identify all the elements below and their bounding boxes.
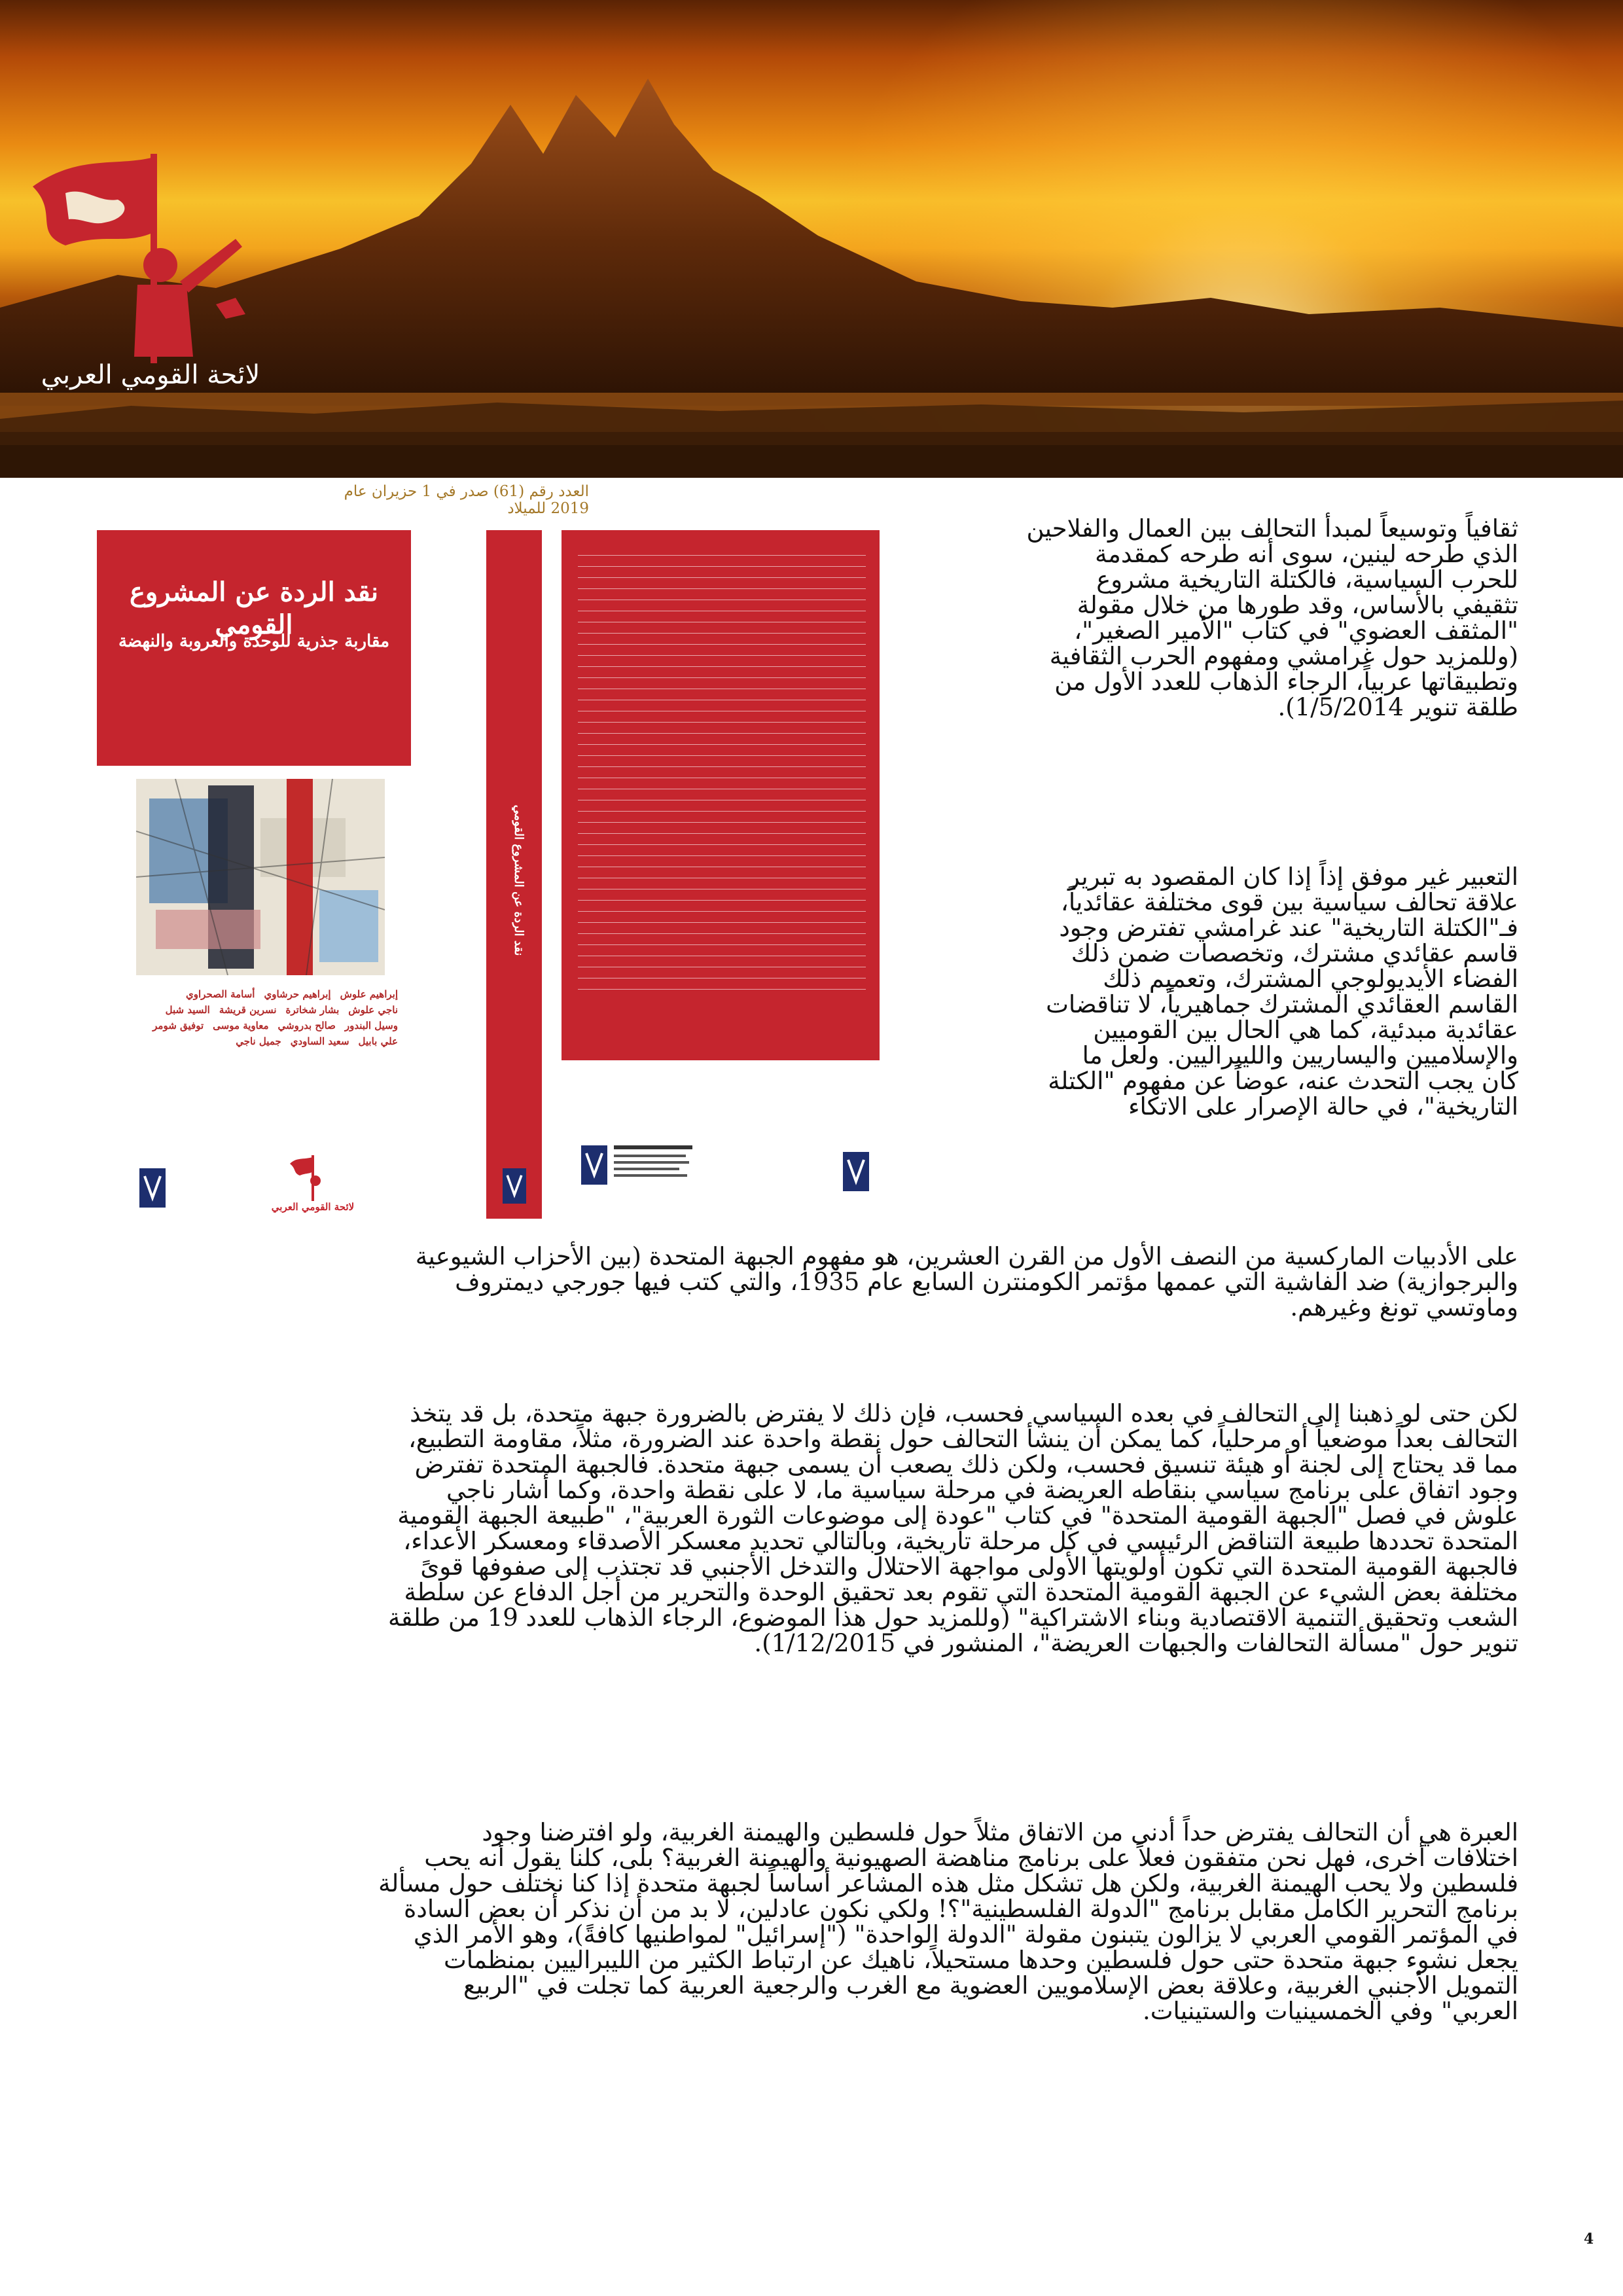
author: ناجي علوش xyxy=(348,1004,398,1016)
book-cover-image xyxy=(97,530,880,1219)
author: معاوية موسى xyxy=(213,1020,269,1031)
spine-title: نقد الردة عن المشروع القومي xyxy=(512,804,526,956)
book-subtitle: مقاربة جذرية للوحدة والعروبة والنهضة xyxy=(118,632,390,651)
author: صالح بدروشي xyxy=(277,1020,336,1031)
author: إبراهيم علوش xyxy=(340,988,398,1000)
author: علي بابيل xyxy=(358,1035,398,1047)
author: أسامة الصحراوي xyxy=(186,988,255,1000)
back-cover-text xyxy=(578,550,866,995)
article-paragraph: ثقافياً وتوسيعاً لمبدأ التحالف بين العمال والفلاحين الذي طرحه لينين، سوى أنه طرحه كمقدمة للحرب السياسية، فالكتلة التاريخية مشروع تثقيفي بالأساس، وقد طورها من خلال مقولة "المثقف العضوي" في كتاب "الأمير الصغير"، (وللمزيد حول غرامشي ومفهوم الحرب الثقافية وتطبيقاتها عربياً، الرجاء الذهاب للعدد الأول من طلقة تنوير 1/5/2014). xyxy=(1026,514,1518,721)
article-paragraph: على الأدبيات الماركسية من النصف الأول من القرن العشرين، هو مفهوم الجبهة المتحدة (بين الأحزاب الشيوعية والبرجوازية) ضد الفاشية التي عممها مؤتمر الكومنترن السابع عام 1935، والتي كتب فيها جورجي ديمتروف وماوتسي تونغ وغيرهم. xyxy=(415,1242,1518,1321)
article-paragraph: التعبير غير موفق إذاً إذا كان المقصود به تبرير علاقة تحالف سياسية بين قوى مختلفة عقائدياً، فـ"الكتلة التاريخية" عند غرامشي تفترض وجود قاسم عقائدي مشترك، وتخصصات ضمن ذلك الفضاء الأيديولوجي المشترك، وتعميم ذلك القاسم العقائدي المشترك جماهيرياً، لا تناقضات عقائدية مبدئية، كما هي الحال بين القوميين والإسلاميين واليساريين والليبراليين. ولعل ما كان يجب التحدث عنه، عوضاً عن مفهوم "الكتلة التاريخية"، في حالة الإصرار على الاتكاء xyxy=(1046,863,1518,1121)
publisher-barcode-image xyxy=(581,1139,699,1198)
author: جميل ناجي xyxy=(236,1035,281,1047)
author: السيد شبل xyxy=(165,1004,210,1016)
issue-line: العدد رقم (61) صدر في 1 حزيران عام 2019 للميلاد xyxy=(344,483,589,517)
book-title: نقد الردة عن المشروع القومي xyxy=(130,577,378,640)
spine-mark-icon xyxy=(503,1168,526,1204)
publisher-mark-icon xyxy=(139,1168,166,1208)
abstract-painting-image xyxy=(136,779,385,975)
author-list xyxy=(136,988,398,1047)
back-mark-icon xyxy=(843,1152,869,1191)
author: سعيد الساودي xyxy=(290,1035,349,1047)
author: بشار شخاترة xyxy=(285,1004,340,1016)
header-banner xyxy=(0,0,1623,478)
page-number: 4 xyxy=(1584,2231,1594,2248)
author: نسرين قريشة xyxy=(219,1004,277,1016)
article-paragraph: العبرة هي أن التحالف يفترض حداً أدنى من الاتفاق مثلاً حول فلسطين والهيمنة الغربية، ولو افترضنا وجود اختلافات أخرى، فهل نحن متفقون فعلاً على برنامج مناهضة الصهيونية والهيمنة الغربية؟ بلى، كلنا يقول أنه يحب فلسطين ولا يحب الهيمنة الغربية، ولكن هل تشكل مثل هذه المشاعر أساساً لجبهة متحدة إذا كنا نختلف حول مسألة برنامج التحرير الكامل مقابل برنامج "الدولة الفلسطينية"؟! ولكي نكون عادلين، لا بد من أن نذكر أن بعض السادة في المؤتمر القومي العربي لا يزالون يتبنون مقولة "الدولة الواحدة" ("إسرائيل" لمواطنيها كافةً)، وهو الأمر الذي يجعل نشوء جبهة متحدة حتى حول فلسطين وحدها مستحيلاً، ناهيك عن ارتباط الكثير من الليبراليين بمنظمات التمويل الأجنبي الغربية، وعلاقة بعض الإسلامويين العضوية مع الغرب والرجعية العربية كما تجلت في "الربيع العربي" وفي الخمسينيات والستينيات. xyxy=(378,1818,1518,2025)
publisher-logo-text: لائحة القومي العربي xyxy=(271,1201,355,1213)
publisher-logo-icon xyxy=(287,1152,339,1204)
article-paragraph: لكن حتى لو ذهبنا إلى التحالف في بعده السياسي فحسب، فإن ذلك لا يفترض بالضرورة جبهة متحدة، بل قد يتخذ التحالف بعداً موضعياً أو مرحلياً، كما يمكن أن ينشأ التحالف حول نقطة واحدة عند الضرورة، مثلاً، مقاومة التطبيع، مما قد يحتاج إلى لجنة أو هيئة تنسيق فحسب، ولكن ذلك يصعب أن يسمى جبهة متحدة. فالجبهة المتحدة تفترض وجود اتفاق على برنامج سياسي بنقاطه العريضة في مرحلة سياسية ما، لا على نقطة واحدة، وكما أشار ناجي علوش في فصل "الجبهة القومية المتحدة" في كتاب "عودة إلى موضوعات الثورة العربية"، "طبيعة الجبهة القومية المتحدة تحددها طبيعة التناقض الرئيسي في كل مرحلة تاريخية، وبالتالي تحديد معسكر الأصدقاء ومعسكر الأعداء، فالجبهة القومية المتحدة التي تكون أولويتها الأولى مواجهة الاحتلال والتدخل الأجنبي قد تجتذب إلى صفوفها قوىً مختلفة بعض الشيء عن الجبهة القومية المتحدة التي تقوم بعد تحقيق الوحدة والتحرير من أجل الدفاع عن سلطة الشعب وتحقيق التنمية الاقتصادية وبناء الاشتراكية" (وللمزيد حول هذا الموضوع، الرجاء الذهاب للعدد 19 من طلقة تنوير حول "مسألة التحالفات والجبهات العريضة"، المنشور في 1/12/2015). xyxy=(387,1399,1518,1657)
author: وسيل البندور xyxy=(344,1020,398,1031)
author: إبراهيم حرشاوي xyxy=(264,988,331,1000)
logo-icon xyxy=(20,141,268,396)
author: توفيق شومر xyxy=(152,1020,204,1031)
logo-text: لائحة القومي العربي xyxy=(41,360,260,390)
